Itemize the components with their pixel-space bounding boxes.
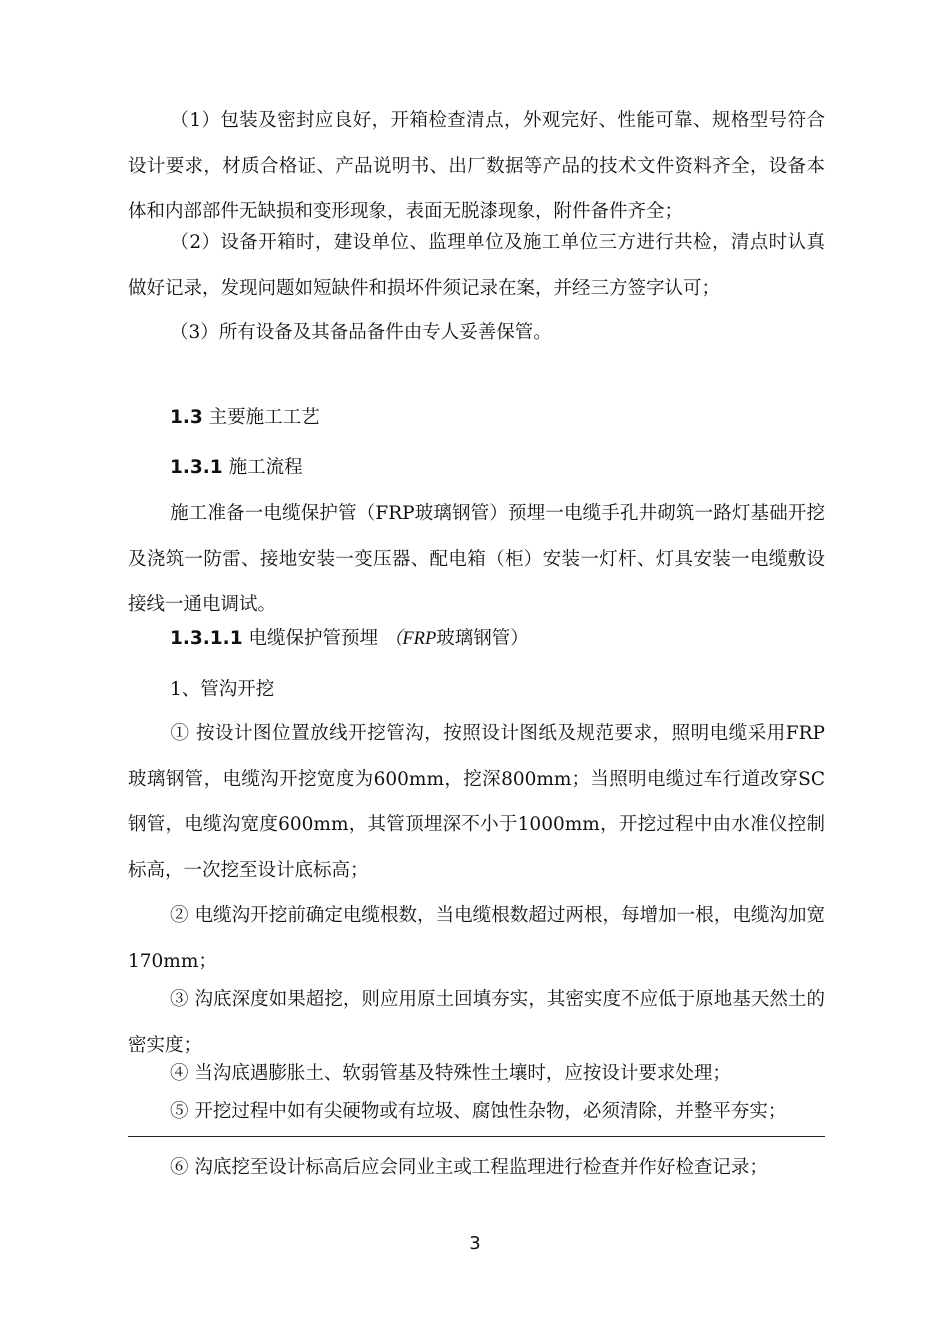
section-heading-1-3-1: 1.3.1 施工流程 (170, 457, 303, 478)
page-number: 3 (469, 1233, 481, 1254)
trench-item-2: ② 电缆沟开挖前确定电缆根数，当电缆根数超过两根，每增加一根，电缆沟加宽170mm； (128, 905, 825, 972)
trench-item-6: ⑥ 沟底挖至设计标高后应会同业主或工程监理进行检查并作好检查记录； (170, 1157, 768, 1178)
construction-flow-paragraph: 施工准备一电缆保护管（FRP玻璃钢管）预埋一电缆手孔井砌筑一路灯基础开挖及浇筑一防雷、接地安装一变压器、配电箱（柜）安装一灯杆、灯具安装一电缆敷设接线一通电调试。 (128, 503, 825, 615)
trench-heading: 1、管沟开挖 (170, 679, 275, 700)
packing-item-2: （2）设备开箱时，建设单位、监理单位及施工单位三方进行共检，清点时认真做好记录，发现问题如短缺件和损坏件须记录在案，并经三方签字认可； (128, 232, 825, 299)
trench-item-5: ⑤ 开挖过程中如有尖硬物或有垃圾、腐蚀性杂物，必须清除，并整平夯实； (170, 1101, 787, 1122)
trench-item-3: ③ 沟底深度如果超挖，则应用原土回填夯实，其密实度不应低于原地基天然土的密实度； (128, 989, 825, 1056)
trench-item-1: ① 按设计图位置放线开挖管沟，按照设计图纸及规范要求，照明电缆采用FRP玻璃钢管，电缆沟开挖宽度为600mm，挖深800mm；当照明电缆过车行道改穿SC钢管，电缆沟宽度600mm，其管顶埋深不小于1000mm，开挖过程中由水准仪控制标高，一次挖至设计底标高； (128, 723, 825, 881)
section-heading-1-3: 1.3 主要施工工艺 (170, 407, 320, 428)
trench-item-4: ④ 当沟底遇膨胀土、软弱管基及特殊性土壤时，应按设计要求处理； (170, 1063, 731, 1084)
section-heading-1-3-1-1: 1.3.1.1 电缆保护管预埋 （FRP玻璃钢管） (170, 628, 529, 649)
packing-item-1: （1）包装及密封应良好，开箱检查清点，外观完好、性能可靠、规格型号符合设计要求，材质合格证、产品说明书、出厂数据等产品的技术文件资料齐全，设备本体和内部部件无缺损和变形现象，表面无脱漆现象，附件备件齐全； (128, 110, 825, 222)
horizontal-rule (128, 1136, 825, 1137)
packing-item-3: （3）所有设备及其备品备件由专人妥善保管。 (170, 322, 552, 343)
